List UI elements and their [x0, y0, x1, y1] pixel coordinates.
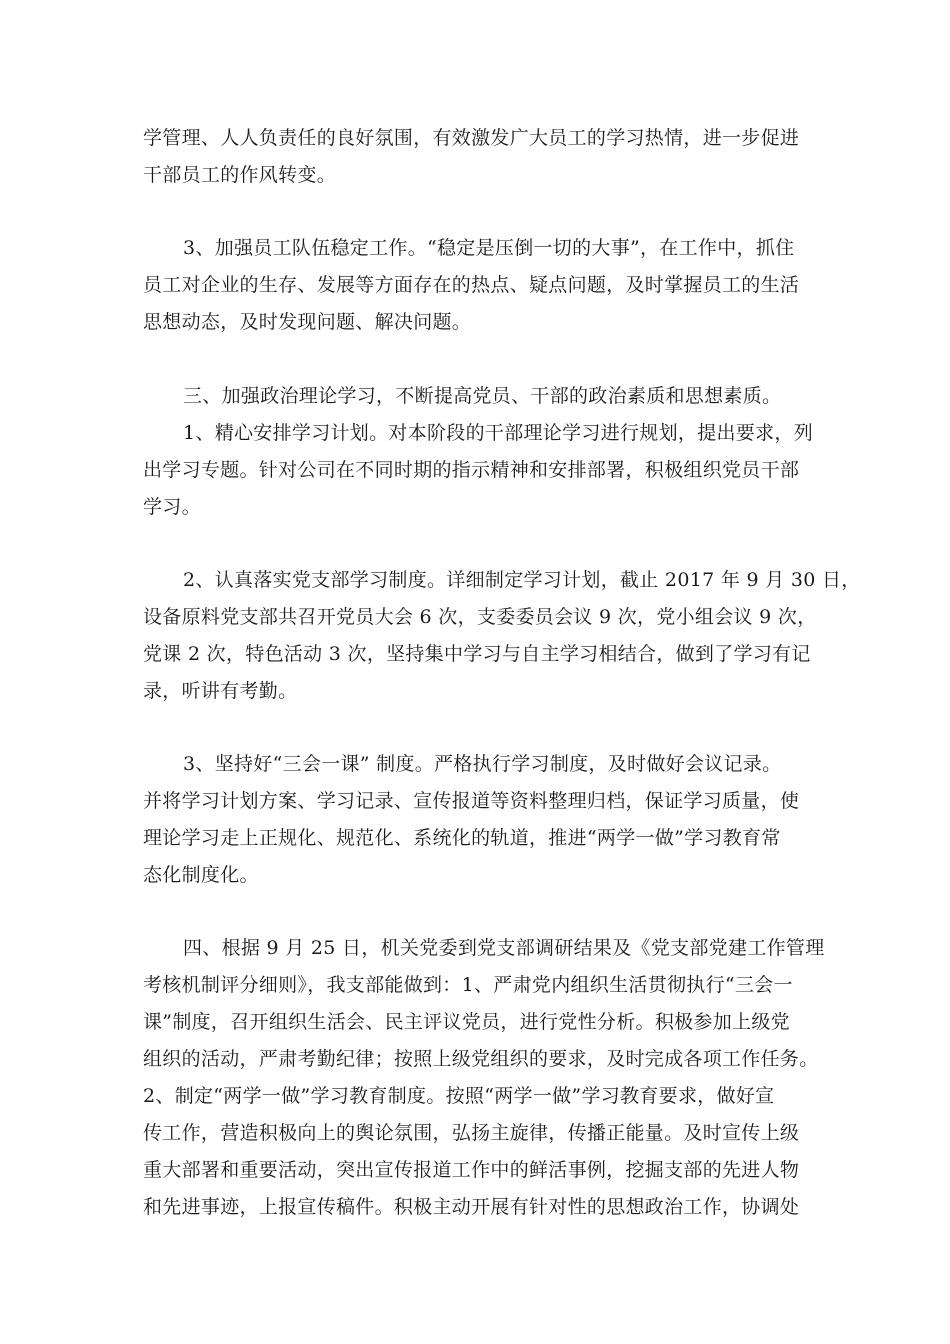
text-line: 设备原料党支部共召开党员大会 6 次，支委委员会议 9 次，党小组会议 9 次，: [143, 606, 817, 628]
text-line: 3、坚持好“三会一课” 制度。严格执行学习制度，及时做好会议记录。: [183, 753, 782, 775]
text-line: 传工作，营造积极向上的舆论氛围，弘扬主旋律，传播正能量。及时宣传上级: [143, 1122, 800, 1144]
text-line: 出学习专题。针对公司在不同时期的指示精神和安排部署，积极组织党员干部: [143, 459, 800, 481]
text-line: 思想动态，及时发现问题、解决问题。: [143, 311, 472, 333]
text-line: 2、制定“两学一做”学习教育制度。按照“两学一做”学习教育要求，做好宣: [143, 1085, 775, 1107]
text-line: 组织的活动，严肃考勤纪律；按照上级党组织的要求，及时完成各项工作任务。: [143, 1048, 819, 1070]
text-line: 学习。: [143, 496, 201, 518]
text-line: 党课 2 次，特色活动 3 次，坚持集中学习与自主学习相结合，做到了学习有记: [143, 643, 811, 665]
text-line: 并将学习计划方案、学习记录、宣传报道等资料整理归档，保证学习质量，使: [143, 790, 800, 812]
text-line: 录，听讲有考勤。: [143, 680, 298, 702]
text-line: 干部员工的作风转变。: [143, 164, 337, 186]
section-heading: 三、加强政治理论学习，不断提高党员、干部的政治素质和思想素质。: [183, 385, 782, 407]
text-line: 理论学习走上正规化、规范化、系统化的轨道，推进“两学一做”学习教育常: [143, 827, 781, 849]
section-heading: 四、根据 9 月 25 日，机关党委到党支部调研结果及《党支部党建工作管理: [183, 937, 825, 959]
text-line: 学管理、人人负责任的良好氛围，有效激发广大员工的学习热情，进一步促进: [143, 127, 800, 149]
text-line: 3、加强员工队伍稳定工作。“稳定是压倒一切的大事”，在工作中，抓住: [183, 237, 795, 259]
text-line: 员工对企业的生存、发展等方面存在的热点、疑点问题，及时掌握员工的生活: [143, 274, 800, 296]
text-line: 1、精心安排学习计划。对本阶段的干部理论学习进行规划，提出要求，列: [183, 422, 813, 444]
text-line: 和先进事迹，上报宣传稿件。积极主动开展有针对性的思想政治工作，协调处: [143, 1196, 800, 1218]
text-line: 课”制度，召开组织生活会、民主评议党员，进行党性分析。积极参加上级党: [143, 1011, 790, 1033]
text-line: 考核机制评分细则》，我支部能做到：1、严肃党内组织生活贯彻执行“三会一: [143, 974, 793, 996]
text-line: 重大部署和重要活动，突出宣传报道工作中的鲜活事例，挖掘支部的先进人物: [143, 1159, 800, 1181]
text-line: 2、认真落实党支部学习制度。详细制定学习计划，截止 2017 年 9 月 30 日，: [183, 569, 861, 591]
text-line: 态化制度化。: [143, 864, 259, 886]
